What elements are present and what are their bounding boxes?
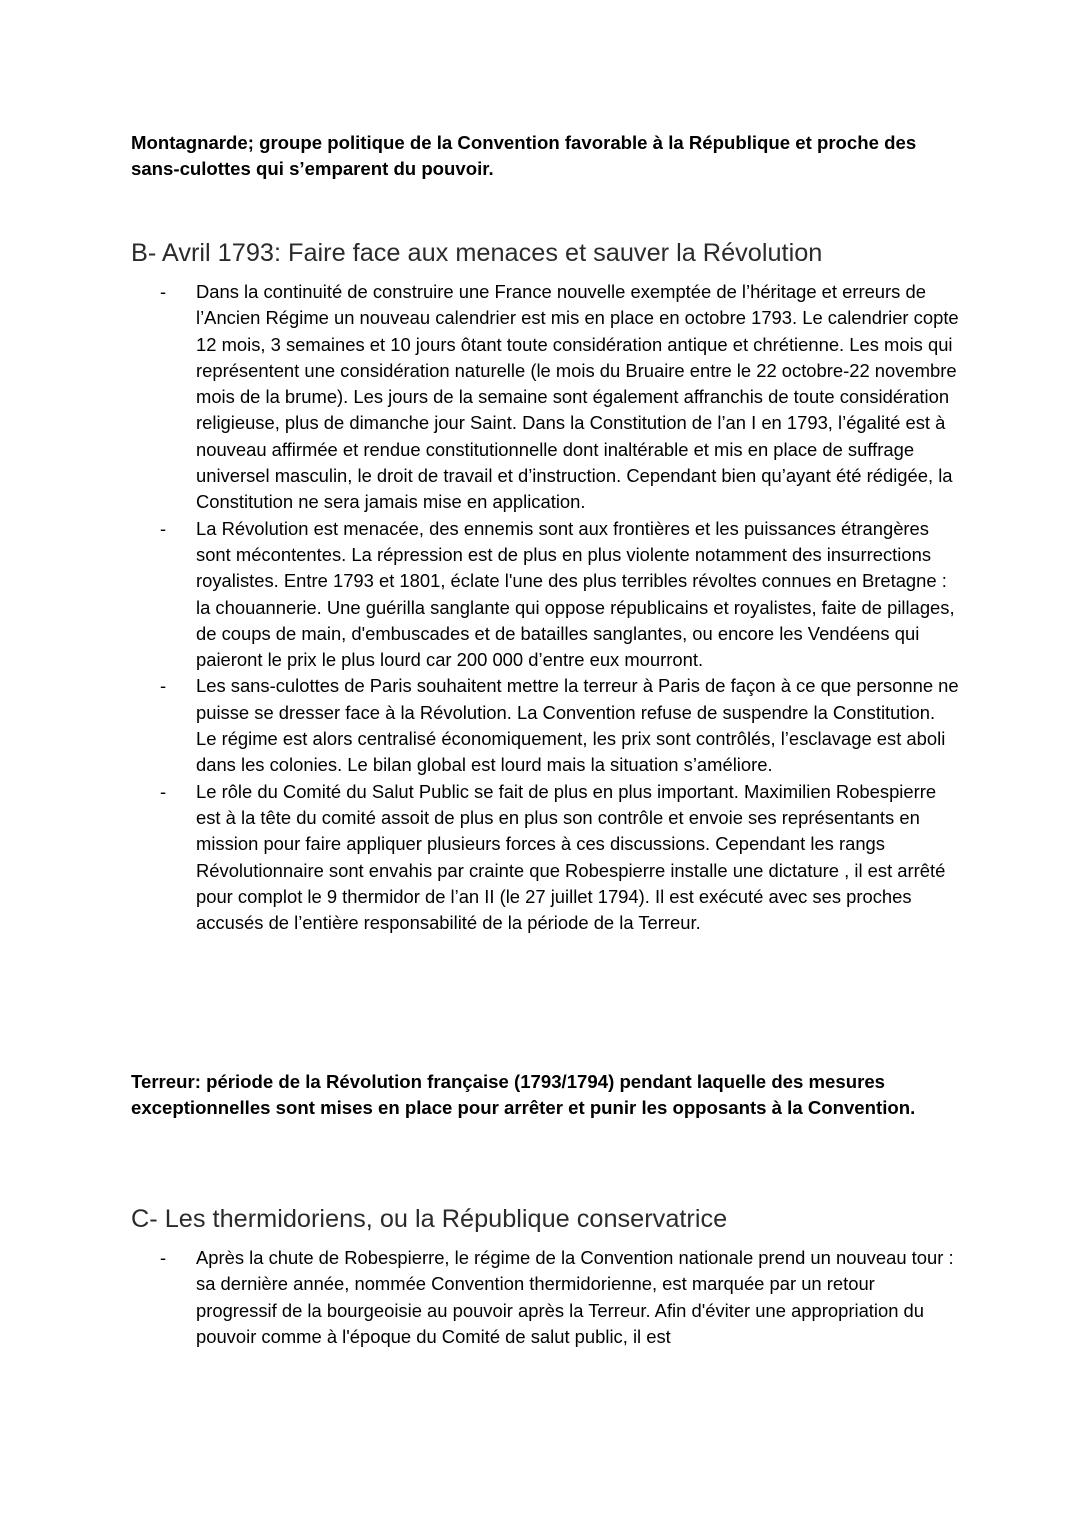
bullet-dash: - <box>160 517 167 539</box>
list-item <box>160 516 960 674</box>
bullet-dash: - <box>160 780 167 802</box>
bullet-dash: - <box>160 675 167 697</box>
bullet-text: La Révolution est menacée, des ennemis sont aux frontières et les puissances étrangères sont mécontentes. La répression est de plus en plus violente notamment des insurrections royalistes. Entre 1793 et 1801, éclate l'une des plus terribles révoltes connues en Bretagne : la chouannerie. Une guérilla sanglante qui oppose républicains et royalistes, faite de pillages, de coups de main, d'embuscades et de batailles sanglantes, ou encore les Vendéens qui paieront le prix le plus lourd car 200 000 d’entre eux mourront. <box>196 517 955 671</box>
definition-montagnarde: Montagnarde; groupe politique de la Convention favorable à la République et proche des sans-culottes qui s’emparent du pouvoir. <box>131 132 917 180</box>
definition-terreur: Terreur: période de la Révolution française (1793/1794) pendant laquelle des mesures exceptionnelles sont mises en place pour arrêter et punir les opposants à la Convention. <box>131 1071 916 1119</box>
bullet-text: Le rôle du Comité du Salut Public se fait de plus en plus important. Maximilien Robespierre est à la tête du comité assoit de plus en plus son contrôle et envoie ses représentants en mission pour faire appliquer plusieurs forces à ces discussions. Cependant les rangs Révolutionnaire sont envahis par crainte que Robespierre installe une dictature , il est arrêté pour complot le 9 thermidor de l’an II (le 27 juillet 1794). Il est exécuté avec ses proches accusés de l’entière responsabilité de la période de la Terreur. <box>196 780 946 934</box>
list-item <box>160 673 960 778</box>
list-item <box>160 779 960 937</box>
bullet-text: Après la chute de Robespierre, le régime de la Convention nationale prend un nouveau tour : sa dernière année, nommée Convention thermidorienne, est marquée par un retour progressif de la bourgeoisie au pouvoir après la Terreur. Afin d'éviter une appropriation du pouvoir comme à l'époque du Comité de salut public, il est <box>196 1247 954 1347</box>
bullet-dash: - <box>160 281 167 302</box>
bullet-dash: - <box>160 1247 167 1268</box>
section-b-heading: B- Avril 1793: Faire face aux menaces et sauver la Révolution <box>131 239 823 267</box>
list-item <box>160 279 960 516</box>
section-c-bullet-list <box>160 1245 960 1350</box>
bullet-text: Les sans-culottes de Paris souhaitent mettre la terreur à Paris de façon à ce que personne ne puisse se dresser face à la Révolution. La Convention refuse de suspendre la Constitution. Le régime est alors centralisé économiquement, les prix sont contrôlés, l’esclavage est aboli dans les colonies. Le bilan global est lourd mais la situation s’améliore. <box>196 675 959 776</box>
bullet-text: Dans la continuité de construire une France nouvelle exemptée de l’héritage et erreurs de l’Ancien Régime un nouveau calendrier est mis en place en octobre 1793. Le calendrier copte 12 mois, 3 semaines et 10 jours ôtant toute considération antique et chrétienne. Les mois qui représentent une considération naturelle (le mois du Bruaire entre le 22 octobre-22 novembre mois de la brume). Les jours de la semaine sont également affranchis de toute considération religieuse, plus de dimanche jour Saint. Dans la Constitution de l’an I en 1793, l’égalité est à nouveau affirmée et rendue constitutionnelle dont inaltérable et mis en place de suffrage universel masculin, le droit de travail et d’instruction. Cependant bien qu’ayant été rédigée, la Constitution ne sera jamais mise en application. <box>196 281 959 513</box>
section-b-bullet-list <box>160 279 960 936</box>
list-item <box>160 1245 960 1350</box>
section-c-heading: C- Les thermidoriens, ou la République conservatrice <box>131 1205 728 1233</box>
